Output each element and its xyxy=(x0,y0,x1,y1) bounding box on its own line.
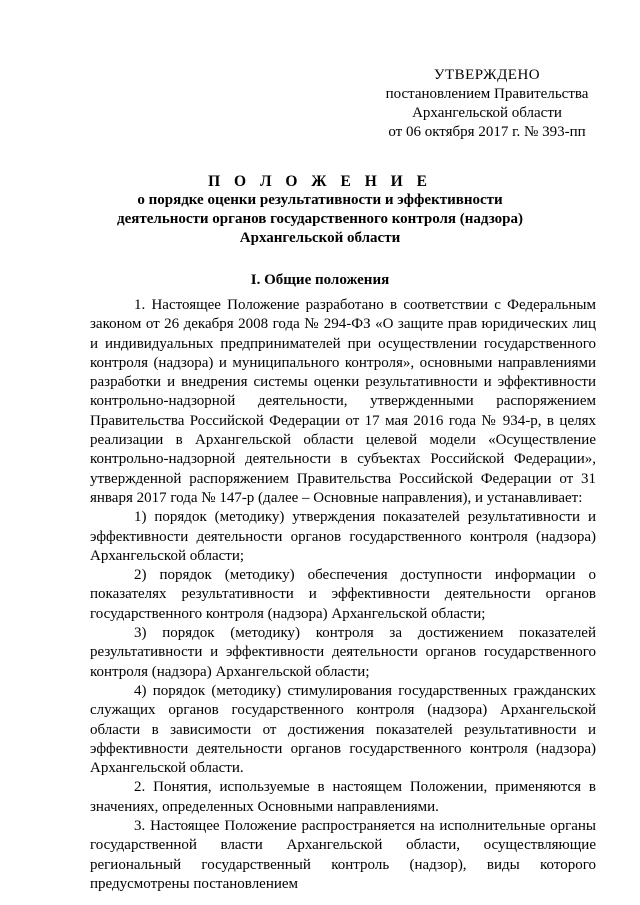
document-subtitle-line: Архангельской области xyxy=(239,230,401,246)
approval-line: постановлением Правительства xyxy=(385,86,589,102)
paragraph: 2) порядок (методику) обеспечения доступности информации о показателях результативности и эффективности деятельности органов государственного контроля (надзора) Архангельской области; xyxy=(90,567,596,622)
approval-line: от 06 октября 2017 г. № 393-пп xyxy=(388,124,586,140)
paragraph: 3. Настоящее Положение распространяется на исполнительные органы государственной власти Архангельской области, осуществляющие региональный государственный контроль (надзор), виды которого предусмотрены постановлением xyxy=(90,818,596,892)
paragraph: 1. Настоящее Положение разработано в соответствии с Федеральным законом от 26 декабря 2008 года № 294-ФЗ «О защите прав юридических лиц и индивидуальных предпринимателей при осуществлении государственного контроля (надзора) и муниципального контроля», основными направлениями разработки и внедрения системы оценки результативности и эффективности контрольно-надзорной деятельности, утвержденными распоряжением Правительства Российской Федерации от 17 мая 2016 года № 934-р, в целях реализации в Архангельской области целевой модели «Осуществление контрольно-надзорной деятельности в субъектах Российской Федерации», утвержденной распоряжением Правительства Российской Федерации от 31 января 2017 года № 147-р (далее – Основные направления), и устанавливает: xyxy=(90,297,596,506)
approval-line: Архангельской области xyxy=(412,105,562,121)
paragraph: 4) порядок (методику) стимулирования государственных гражданских служащих органов государственного контроля (надзора) Архангельской области в зависимости от достижения показателей результативности и эффективности деятельности органов государственного контроля (надзора) Архангельской области. xyxy=(90,682,596,777)
paragraph: 3) порядок (методику) контроля за достижением показателей результативности и эффективности деятельности органов государственного контроля (надзора) Архангельской области; xyxy=(90,625,596,680)
paragraph: 1) порядок (методику) утверждения показателей результативности и эффективности деятельности органов государственного контроля (надзора) Архангельской области; xyxy=(90,509,596,564)
paragraph: 2. Понятия, используемые в настоящем Положении, применяются в значениях, определенных Основными направлениями. xyxy=(90,779,596,815)
document-title: П О Л О Ж Е Н И Е xyxy=(208,173,432,190)
document-subtitle-line: о порядке оценки результативности и эффективности xyxy=(137,192,503,208)
approval-stamp xyxy=(370,66,604,142)
document-subtitle-line: деятельности органов государственного контроля (надзора) xyxy=(117,211,523,227)
section-heading: I. Общие положения xyxy=(250,272,390,288)
approval-line: УТВЕРЖДЕНО xyxy=(433,67,541,83)
document-title-block xyxy=(80,172,560,248)
document-body xyxy=(90,296,596,894)
